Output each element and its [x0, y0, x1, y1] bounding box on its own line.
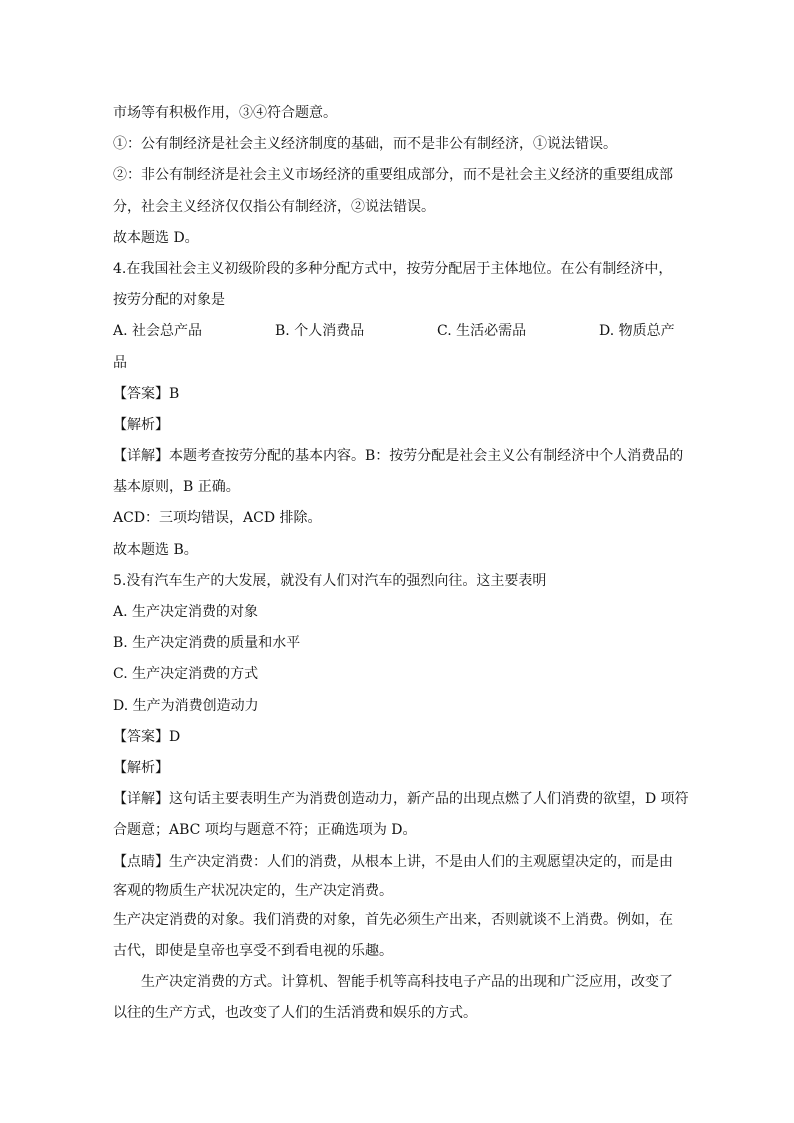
question-5-analysis-heading: 【解析】 — [113, 759, 169, 776]
question-5-tip-line-3: 生产决定消费的对象。我们消费的对象，首先必须生产出来，否则就谈不上消费。例如，在 — [113, 911, 673, 928]
question-5-option-c: C. 生产决定消费的方式 — [113, 666, 259, 683]
text-line-1: 市场等有积极作用，③④符合题意。 — [113, 105, 337, 121]
question-4-detail-line-1: 【详解】本题考查按劳分配的基本内容。B：按劳分配是社会主义公有制经济中个人消费品的 — [113, 448, 684, 465]
question-5-tip-line-5: 生产决定消费的方式。计算机、智能手机等高科技电子产品的出现和广泛应用，改变了 — [141, 974, 673, 991]
question-4-analysis-heading: 【解析】 — [113, 416, 169, 433]
question-5-detail-line-1: 【详解】这句话主要表明生产为消费创造动力，新产品的出现点燃了人们消费的欲望，D 项符 — [113, 791, 689, 808]
question-4-detail-line-2: 基本原则，B 正确。 — [113, 479, 240, 496]
question-4-conclusion: 故本题选 B。 — [113, 541, 198, 558]
text-line-4: 分，社会主义经济仅仅指公有制经济，②说法错误。 — [113, 198, 435, 215]
question-5-tip-line-1: 【点睛】生产决定消费：人们的消费，从根本上讲，不是由人们的主观愿望决定的，而是由 — [113, 853, 673, 870]
question-5-answer: 【答案】D — [113, 728, 181, 745]
question-5-tip-line-6: 以往的生产方式，也改变了人们的生活消费和娱乐的方式。 — [113, 1005, 477, 1022]
question-4-option-c: C. 生活必需品 — [437, 323, 527, 340]
question-4-option-d: D. 物质总产 — [599, 323, 675, 340]
question-4-option-a: A. 社会总产品 — [113, 323, 203, 340]
question-4-stem-line-2: 按劳分配的对象是 — [113, 292, 225, 309]
question-4-stem-line-1: 4.在我国社会主义初级阶段的多种分配方式中，按劳分配居于主体地位。在公有制经济中， — [113, 260, 673, 277]
question-4-answer: 【答案】B — [113, 385, 180, 402]
question-5-stem: 5.没有汽车生产的大发展，就没有人们对汽车的强烈向往。这主要表明 — [113, 572, 547, 589]
text-line-2: ①：公有制经济是社会主义经济制度的基础，而不是非公有制经济，①说法错误。 — [113, 136, 617, 153]
question-5-tip-line-4: 古代，即使是皇帝也享受不到看电视的乐趣。 — [113, 942, 393, 959]
text-line-3: ②：非公有制经济是社会主义市场经济的重要组成部分，而不是社会主义经济的重要组成部 — [113, 167, 673, 184]
question-4-option-b: B. 个人消费品 — [275, 323, 365, 340]
question-4-options — [113, 316, 683, 347]
question-5-tip-line-2: 客观的物质生产状况决定的，生产决定消费。 — [113, 882, 393, 899]
question-5-option-a: A. 生产决定消费的对象 — [113, 604, 259, 620]
question-4-option-d-wrap: 品 — [113, 354, 127, 371]
document-page — [113, 98, 689, 1029]
question-5-option-b: B. 生产决定消费的质量和水平 — [113, 635, 301, 652]
question-5-option-d: D. 生产为消费创造动力 — [113, 697, 259, 714]
question-4-detail-line-3: ACD：三项均错误，ACD 排除。 — [113, 510, 322, 527]
text-line-5: 故本题选 D。 — [113, 229, 199, 246]
question-5-detail-line-2: 合题意；ABC 项均与题意不符；正确选项为 D。 — [113, 822, 417, 839]
